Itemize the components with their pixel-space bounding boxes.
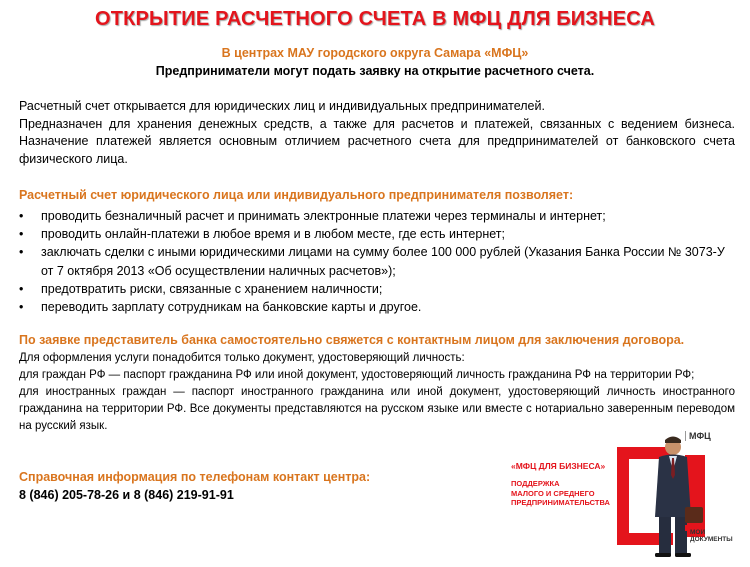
benefits-list: [19, 207, 735, 316]
list-item: • заключать сделки с иными юридическими лицами на сумму более 100 000 рублей (Указания Банка России № 3073-У от 7 октября 2013 «Об осуществлении наличных расчетов»);: [19, 243, 735, 279]
application-line-1: Для оформления услуги понадобится только документ, удостоверяющий личность:: [19, 352, 465, 364]
subtitle-centers: В центрах МАУ городского округа Самара «МФЦ»: [221, 46, 529, 60]
mfc-business-promo: [505, 425, 750, 562]
contacts-heading: Справочная информация по телефонам контакт центра:: [19, 470, 371, 484]
page-title: ОТКРЫТИЕ РАСЧЕТНОГО СЧЕТА В МФЦ ДЛЯ БИЗНЕСА: [94, 8, 656, 30]
application-line-3: для иностранных граждан — паспорт иностранного гражданина или иной документ, удостоверяющий личность иностранного гражданина на территории РФ. Все документы представляются на русском языке или вместе с нотариально заверенным переводом на русский язык.: [19, 386, 735, 432]
promo-sub-2: МАЛОГО И СРЕДНЕГО: [511, 488, 595, 498]
intro-line-2: Предназначен для хранения денежных средств, а также для расчетов и платежей, связанных с ведением бизнеса. Назначение платежей является основным отличием расчетного счета для предпринимателей от банковского счета физического лица.: [19, 116, 735, 166]
promo-sub-1: ПОДДЕРЖКА: [511, 479, 560, 488]
list-item: • проводить онлайн-платежи в любое время и в любом месте, где есть интернет;: [19, 225, 735, 243]
application-heading: По заявке представитель банка самостоятельно свяжется с контактным лицом для заключения договора.: [19, 333, 685, 347]
list-item: • проводить безналичный расчет и принимать электронные платежи через терминалы и интернет;: [19, 207, 735, 225]
promo-title: «МФЦ ДЛЯ БИЗНЕСА»: [511, 461, 606, 471]
docs-logo: [690, 529, 733, 543]
application-details: [19, 350, 735, 435]
subtitle-entrepreneurs: Предприниматели могут подать заявку на открытие расчетного счета.: [155, 64, 595, 78]
mfc-logo: МФЦ: [685, 431, 711, 441]
intro-line-1: Расчетный счет открывается для юридических лиц и индивидуальных предпринимателей.: [19, 99, 545, 113]
docs-logo-line-1: МОИ: [690, 529, 706, 536]
benefits-heading: Расчетный счет юридического лица или индивидуального предпринимателя позволяет:: [19, 188, 574, 202]
promo-subtitle: [511, 479, 610, 508]
list-item: • предотвратить риски, связанные с хранением наличности;: [19, 280, 735, 298]
docs-logo-line-2: ДОКУМЕНТЫ: [690, 536, 733, 543]
intro-paragraph: [19, 98, 735, 168]
contact-phones: 8 (846) 205-78-26 и 8 (846) 219-91-91: [19, 488, 234, 502]
promo-sub-3: ПРЕДПРИНИМАТЕЛЬСТВА: [511, 498, 610, 507]
list-item: • переводить зарплату сотрудникам на банковские карты и другое.: [19, 298, 735, 316]
application-line-2: для граждан РФ — паспорт гражданина РФ или иной документ, удостоверяющий личность гражданина РФ на территории РФ;: [19, 369, 695, 381]
